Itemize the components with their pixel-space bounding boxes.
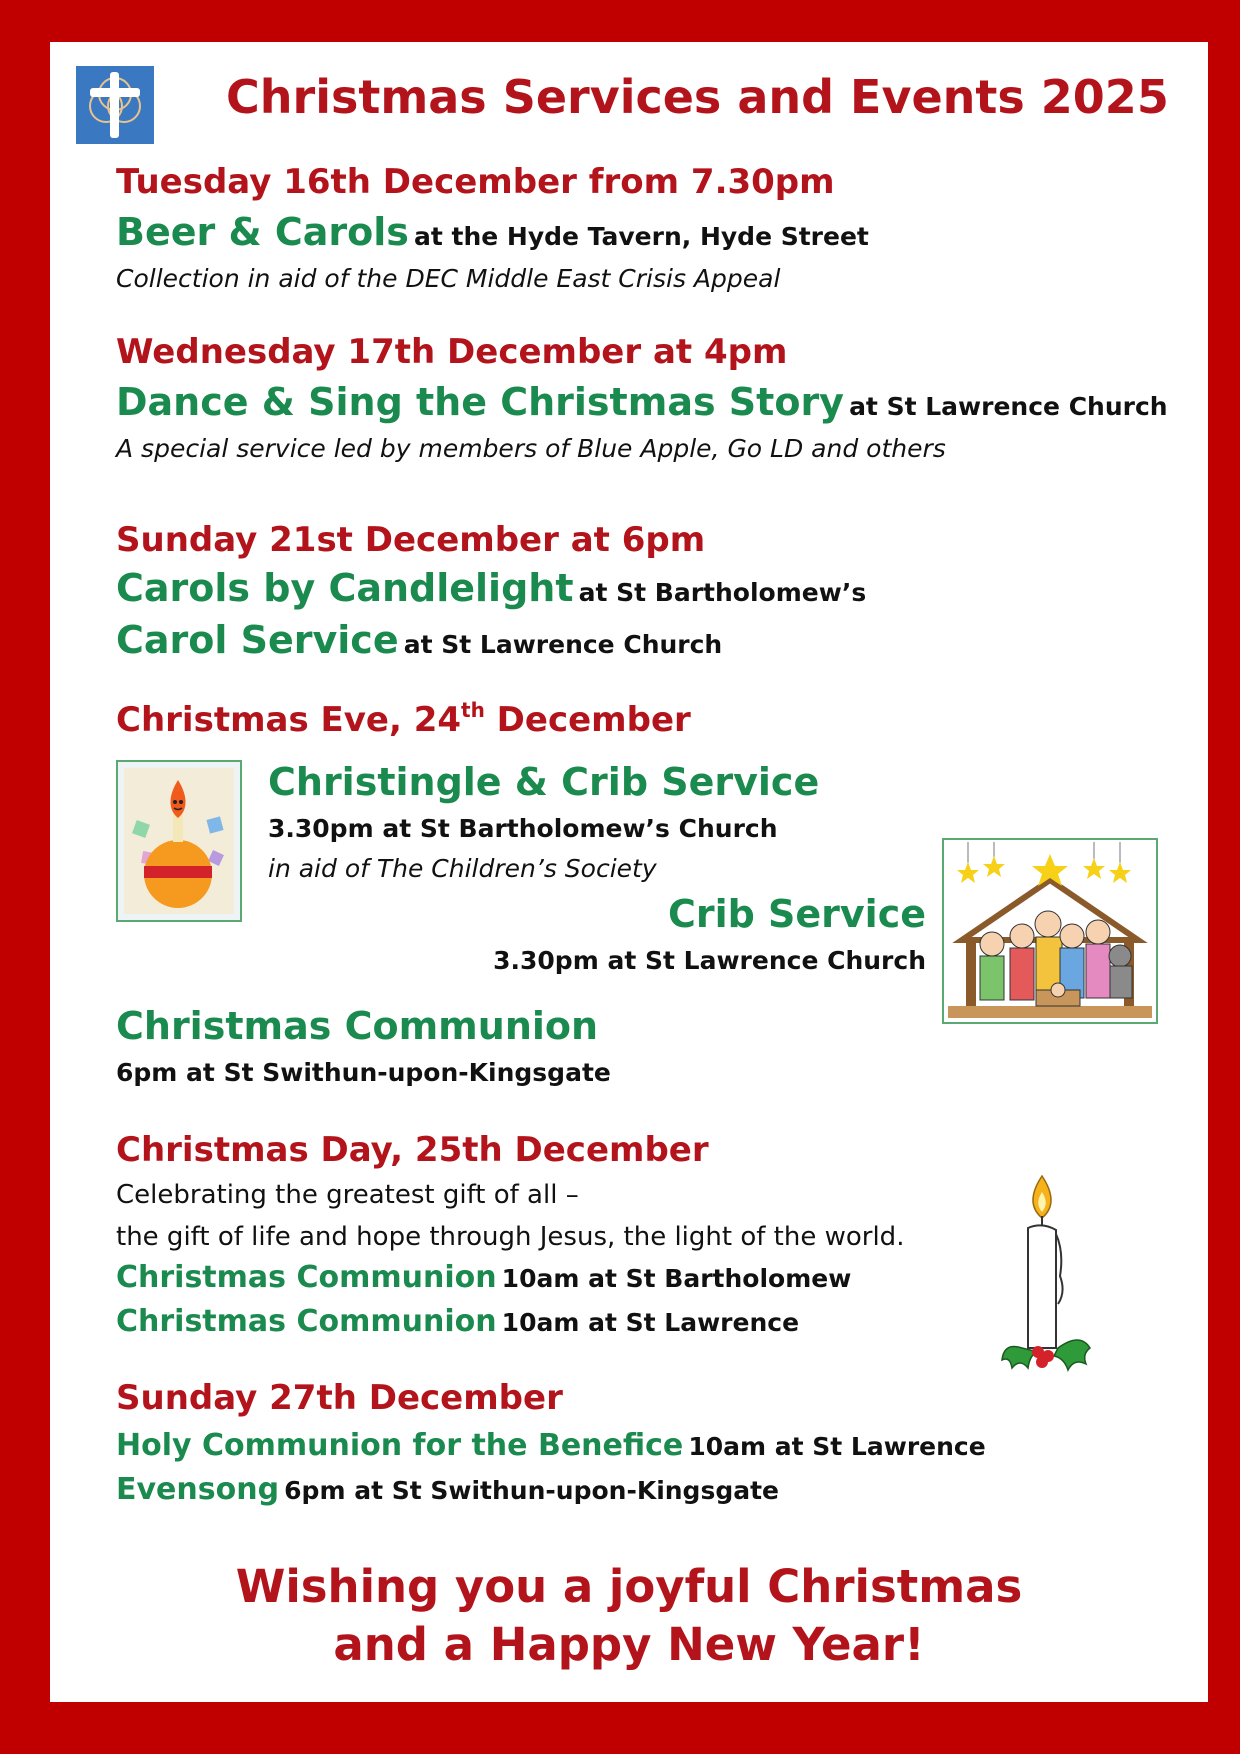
greeting-line-1: Wishing you a joyful Christmas	[235, 1560, 1023, 1613]
day-text-line: the gift of life and hope through Jesus, the light of the world.	[116, 1222, 905, 1252]
event-line	[116, 1472, 779, 1507]
event-venue: 10am at St Lawrence	[501, 1308, 800, 1337]
event-name: Dance & Sing the Christmas Story	[116, 380, 844, 424]
eve-date-suffix: December	[484, 700, 691, 740]
event-venue: at St Bartholomew’s	[578, 578, 867, 607]
event-venue: at St Lawrence Church	[849, 392, 1168, 421]
event-name: Christmas Communion	[116, 1004, 599, 1048]
event-line	[116, 380, 1168, 424]
event-name: Christmas Communion	[116, 1304, 497, 1339]
event-line	[116, 1428, 986, 1463]
event-date: Sunday 21st December at 6pm	[116, 520, 706, 560]
event-venue: 6pm at St Swithun-upon-Kingsgate	[284, 1476, 780, 1505]
event-line	[116, 566, 866, 610]
candle-icon	[994, 1172, 1104, 1392]
event-venue: 10am at St Lawrence	[688, 1432, 986, 1461]
event-line	[116, 618, 722, 662]
event-venue: 6pm at St Swithun-upon-Kingsgate	[116, 1058, 611, 1087]
greeting	[50, 1558, 1208, 1674]
nativity-scene-icon	[942, 838, 1158, 1024]
eve-date-prefix: Christmas Eve, 24	[116, 700, 462, 740]
event-note: Collection in aid of the DEC Middle East Crisis Appeal	[116, 264, 781, 293]
event-name: Christingle & Crib Service	[268, 760, 820, 804]
cross-logo-icon	[76, 66, 154, 144]
event-name: Christmas Communion	[116, 1260, 497, 1295]
event-name: Crib Service	[667, 892, 926, 936]
event-name: Evensong	[116, 1472, 280, 1507]
event-line	[116, 210, 869, 254]
event-date: Wednesday 17th December at 4pm	[116, 332, 788, 372]
christingle-icon	[116, 760, 242, 922]
event-date	[116, 698, 691, 740]
event-line	[116, 1260, 851, 1295]
event-venue: at the Hyde Tavern, Hyde Street	[413, 222, 869, 251]
event-date: Christmas Day, 25th December	[116, 1130, 709, 1170]
page-title: Christmas Services and Events 2025	[226, 70, 1169, 124]
event-venue: 3.30pm at St Bartholomew’s Church	[268, 814, 778, 843]
event-venue: 3.30pm at St Lawrence Church	[493, 946, 926, 975]
greeting-line-2: and a Happy New Year!	[333, 1618, 925, 1671]
day-text-line: Celebrating the greatest gift of all –	[116, 1180, 579, 1210]
event-name: Beer & Carols	[116, 210, 409, 254]
event-line	[116, 1304, 799, 1339]
poster-page	[50, 42, 1208, 1702]
event-venue: at St Lawrence Church	[403, 630, 723, 659]
event-name: Carol Service	[116, 618, 399, 662]
event-venue: 10am at St Bartholomew	[501, 1264, 852, 1293]
event-date: Tuesday 16th December from 7.30pm	[116, 162, 835, 202]
event-note: A special service led by members of Blue Apple, Go LD and others	[116, 434, 946, 463]
event-name: Holy Communion for the Benefice	[116, 1428, 684, 1463]
event-name: Carols by Candlelight	[116, 566, 574, 610]
event-date: Sunday 27th December	[116, 1378, 563, 1418]
eve-date-sup: th	[461, 698, 485, 722]
event-note: in aid of The Children’s Society	[268, 854, 657, 883]
